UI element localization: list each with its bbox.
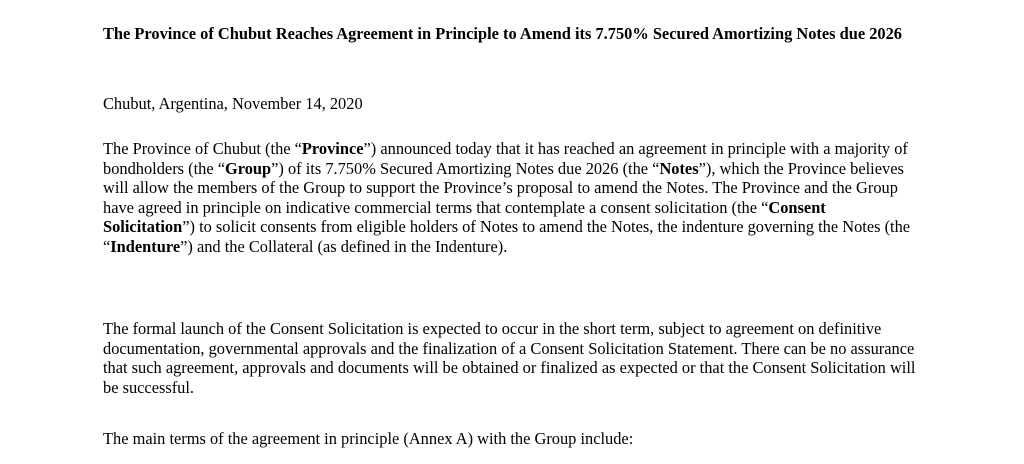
defined-term-indenture: Indenture	[110, 236, 181, 256]
paragraph-main-terms: The main terms of the agreement in principle (Annex A) with the Group include:	[103, 429, 634, 448]
paragraph-text: ”), which the Province believes will allow the members of the Group to support the Province’s proposal to amend the Notes. The Province and the Group have agreed in principle on indicative commercial terms that contemplate a consent solicitation (the “	[103, 158, 904, 217]
defined-term-consent-solicitation: Consent Solicitation	[103, 197, 826, 236]
paragraph-text: ”) announced today that it has reached an agreement in principle with a majority of bondholders (the “	[103, 139, 908, 178]
defined-term-province: Province	[301, 139, 364, 158]
paragraph-formal-launch: The formal launch of the Consent Solicitation is expected to occur in the short term, subject to agreement on definitive documentation, governmental approvals and the finalization of a Consent Solicitation Statement. There can be no assurance that such agreement, approvals and documents will be obtained or finalized as expected or that the Consent Solicitation will be successful.	[103, 319, 916, 397]
paragraph-text: ”) and the Collateral (as defined in the Indenture).	[180, 236, 508, 256]
defined-term-notes: Notes	[659, 158, 699, 178]
defined-term-group: Group	[225, 158, 272, 178]
document-title: The Province of Chubut Reaches Agreement in Principle to Amend its 7.750% Secured Amortizing Notes due 2026	[103, 24, 903, 43]
paragraph-announcement	[103, 139, 918, 256]
paragraph-text: ”) of its 7.750% Secured Amortizing Notes due 2026 (the “	[271, 158, 660, 178]
dateline: Chubut, Argentina, November 14, 2020	[103, 94, 363, 113]
paragraph-text: The Province of Chubut (the “	[103, 139, 302, 158]
paragraph-text: ”) to solicit consents from eligible holders of Notes to amend the Notes, the indenture governing the Notes (the “	[103, 217, 911, 256]
